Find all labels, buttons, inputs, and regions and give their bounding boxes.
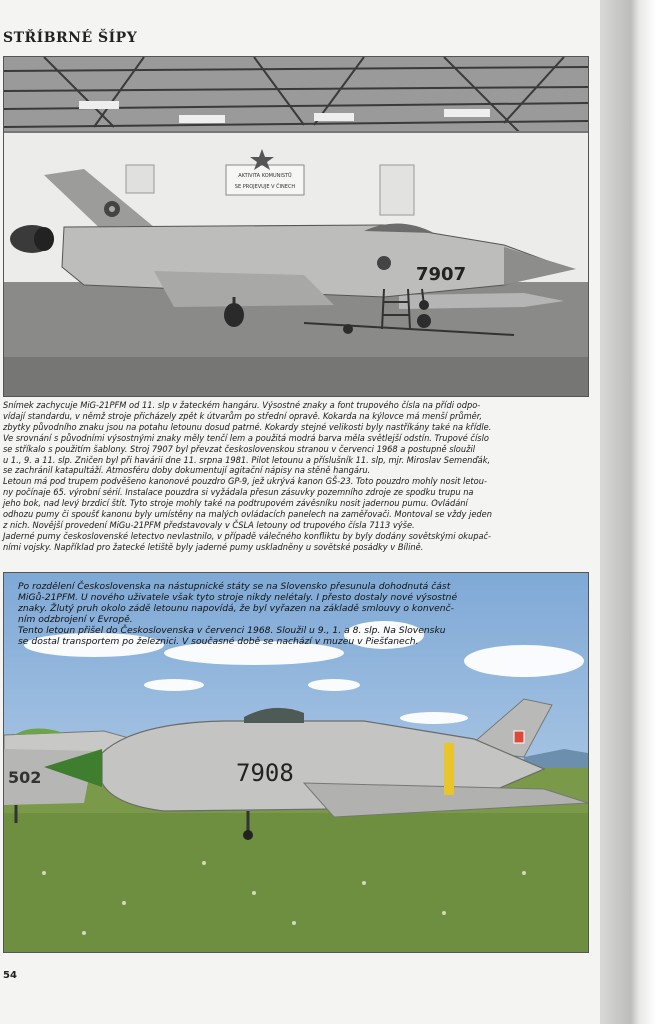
wall-slogan-line-2: SE PROJEVUJE V ČINECH	[234, 184, 296, 190]
photo-caption-field: Po rozdělení Československa na nástupnické státy se na Slovensko přesunula dohodnutá část MiGů-21PFM. U nového uživatele však tyto stroje nikdy nelétaly. I přesto dostaly nové výsostné znaky. Žlutý pruh okolo zádě letounu napovídá, že byl vyřazen na základě smlouvy o konvenč- ním odzbrojení v Evropě. Tento letoun přišel do Československa v červenci 1968. Sloužil u 9., 1. a 8. slp. Na Slovensku se dostal transportem po železnici. V současné době se nachází v muzeu v Piešťanech.	[18, 581, 458, 647]
page-binding-edge	[600, 0, 656, 1024]
page-number: 54	[3, 970, 17, 981]
hangar-photo	[3, 56, 589, 397]
aircraft-side-number: 7907	[416, 264, 467, 285]
wall-slogan-line-1: AKTIVITA KOMUNISTŮ	[238, 173, 292, 179]
second-aircraft-number: 502	[8, 768, 42, 787]
aircraft-side-number-main: 7908	[236, 759, 294, 787]
running-head: STŘÍBRNÉ ŠÍPY	[3, 30, 138, 46]
photo-caption-hangar: Snímek zachycuje MiG-21PFM od 11. slp v žateckém hangáru. Výsostné znaky a font trupového čísla na přídi odpo- vídají standardu, v němž stroje přicházely zpět k útvarům po střední opravě. Kokarda na kýlovce má menší průměr, zbytky původního znaku jsou na potahu letounu dosud patrné. Kokardy stejné velikosti byly nastříkány také na křídle. Ve srovnání s původními výsostnými znaky měly tenčí lem a použitá modrá barva měla světlejší odstín. Trupové číslo se stříkalo s použitím šablony. Stroj 7907 byl převzat československou stranou v červenci 1968 a postupně sloužil u 1., 9. a 11. slp. Zničen byl při havárii dne 11. srpna 1981. Pilot letounu a příslušník 11. slp, mjr. Miroslav Semenďák, se zachránil katapultáží. Atmosféru doby dokumentují agitační nápisy na stěně hangáru. Letoun má pod trupem podvěšeno kanonové pouzdro GP-9, jež ukrývá kanon GŠ-23. Toto pouzdro mohly nosit letou- ny počínaje 65. výrobní sérií. Instalace pouzdra si vyžádala přesun zásuvky pozemního zdroje ze spodku trupu na jeho bok, nad levý brzdicí štít. Tyto stroje mohly také na podtrupovém závěsníku nosit jadernou pumu. Ovládání odhozu pumy či spoušť kanonu byly umístěny na malých ovládacích panelech na zaměřovači. Montoval se vždy jeden z nich. Novější provedení MiGu-21PFM představovaly v ČSLA letouny od trupového čísla 7113 výše. Jaderné pumy československé letectvo nevlastnilo, v případě válečného konfliktu by byly dodány sovětskými okupač- ními vojsky. Například pro žatecké letiště byly jaderné pumy uskladněny u sovětské posádky v Bílině.	[3, 400, 493, 553]
